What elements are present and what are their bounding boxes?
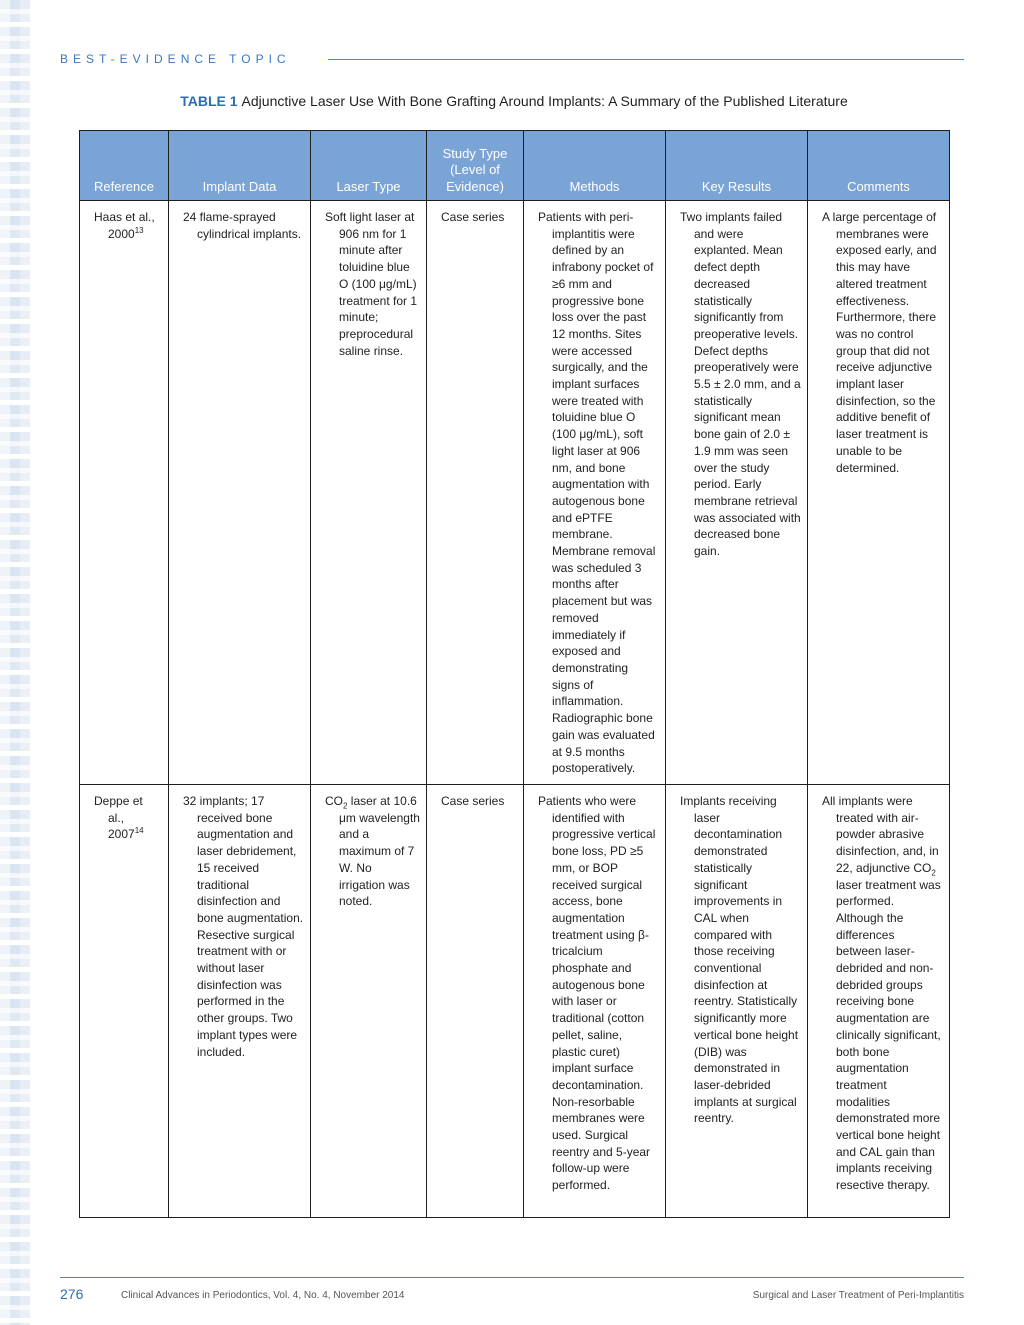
header-divider — [328, 59, 964, 60]
table-header-row — [80, 131, 950, 201]
cell-key-results: Two implants failed and were explanted. Mean defect depth decreased statistically significantly from preoperative levels. Defect depths preoperatively were 5.5 ± 2.0 mm, and a statistically significant mean bone gain of 2.0 ± 1.9 mm was seen over the study period. Early membrane retrieval was associated with decreased bone gain. — [666, 201, 808, 785]
table-row — [80, 201, 950, 785]
cell-laser-type: Soft light laser at 906 nm for 1 minute after toluidine blue O (100 μg/mL) treatment for 1 minute; preprocedural saline rinse. — [311, 201, 427, 785]
decorative-side-strip — [0, 0, 30, 1325]
cell-laser-type: $CO_2$ laser at 10.6 μm wavelength and a maximum of 7 W. No irrigation was noted. — [311, 785, 427, 1218]
cell-comments: All implants were treated with air-powder abrasive disinfection, and, in 22, adjunctive $CO_2$ laser treatment was performed. Although the differences between laser-debrided and non-debrided groups receiving bone augmentation are clinically significant, both bone augmentation treatment modalities demonstrated more vertical bone height and CAL gain than implants receiving resective therapy. — [808, 785, 950, 1218]
running-title: Surgical and Laser Treatment of Peri-Implantitis — [752, 1290, 964, 1301]
literature-summary-table — [79, 130, 950, 1218]
column-header-reference: Reference — [80, 131, 169, 201]
page-number: 276 — [60, 1286, 84, 1302]
cell-methods: Patients with peri-implantitis were defined by an infrabony pocket of ≥6 mm and progressive bone loss over the past 12 months. Sites were accessed surgically, and the implant surfaces were treated with toluidine blue O (100 μg/mL), soft light laser at 906 nm, and bone augmentation with autogenous bone and ePTFE membrane. Membrane removal was scheduled 3 months after placement but was removed immediately if exposed and demonstrating signs of inflammation. Radiographic bone gain was evaluated at 9.5 months postoperatively. — [524, 201, 666, 785]
cell-study-type: Case series — [427, 785, 524, 1218]
table-title: Adjunctive Laser Use With Bone Grafting Around Implants: A Summary of the Published Literature — [241, 93, 848, 109]
cell-implant-data: 32 implants; 17 received bone augmentation and laser debridement, 15 received traditional disinfection and bone augmentation. Resective surgical treatment with or without laser disinfection was performed in the other groups. Two implant types were included. — [169, 785, 311, 1218]
cell-methods: Patients who were identified with progressive vertical bone loss, PD ≥5 mm, or BOP received surgical access, bone augmentation treatment using β-tricalcium phosphate and autogenous bone with laser or traditional (cotton pellet, saline, plastic curet) implant surface decontamination. Non-resorbable membranes were used. Surgical reentry and 5-year follow-up were performed. — [524, 785, 666, 1218]
column-header-study-type: Study Type (Level of Evidence) — [427, 131, 524, 201]
cell-implant-data: 24 flame-sprayed cylindrical implants. — [169, 201, 311, 785]
cell-reference: Deppe et al., 2007$^{14}$ — [80, 785, 169, 1218]
column-header-laser-type: Laser Type — [311, 131, 427, 201]
journal-citation: Clinical Advances in Periodontics, Vol. 4, No. 4, November 2014 — [121, 1290, 405, 1301]
table-caption — [0, 93, 1024, 109]
column-header-key-results: Key Results — [666, 131, 808, 201]
cell-study-type: Case series — [427, 201, 524, 785]
footer-divider — [60, 1277, 964, 1278]
cell-comments: A large percentage of membranes were exposed early, and this may have altered treatment effectiveness. Furthermore, there was no control group that did not receive adjunctive implant laser disinfection, so the additive benefit of laser treatment is unable to be determined. — [808, 201, 950, 785]
table-row — [80, 785, 950, 1218]
section-header-label: BEST-EVIDENCE TOPIC — [60, 52, 291, 66]
table-label: TABLE 1 — [180, 93, 238, 109]
column-header-comments: Comments — [808, 131, 950, 201]
column-header-methods: Methods — [524, 131, 666, 201]
cell-key-results: Implants receiving laser decontamination demonstrated statistically significant improvements in CAL when compared with those receiving conventional disinfection at reentry. Statistically significantly more vertical bone height (DIB) was demonstrated in laser-debrided implants at surgical reentry. — [666, 785, 808, 1218]
cell-reference: Haas et al., 2000$^{13}$ — [80, 201, 169, 785]
column-header-implant-data: Implant Data — [169, 131, 311, 201]
